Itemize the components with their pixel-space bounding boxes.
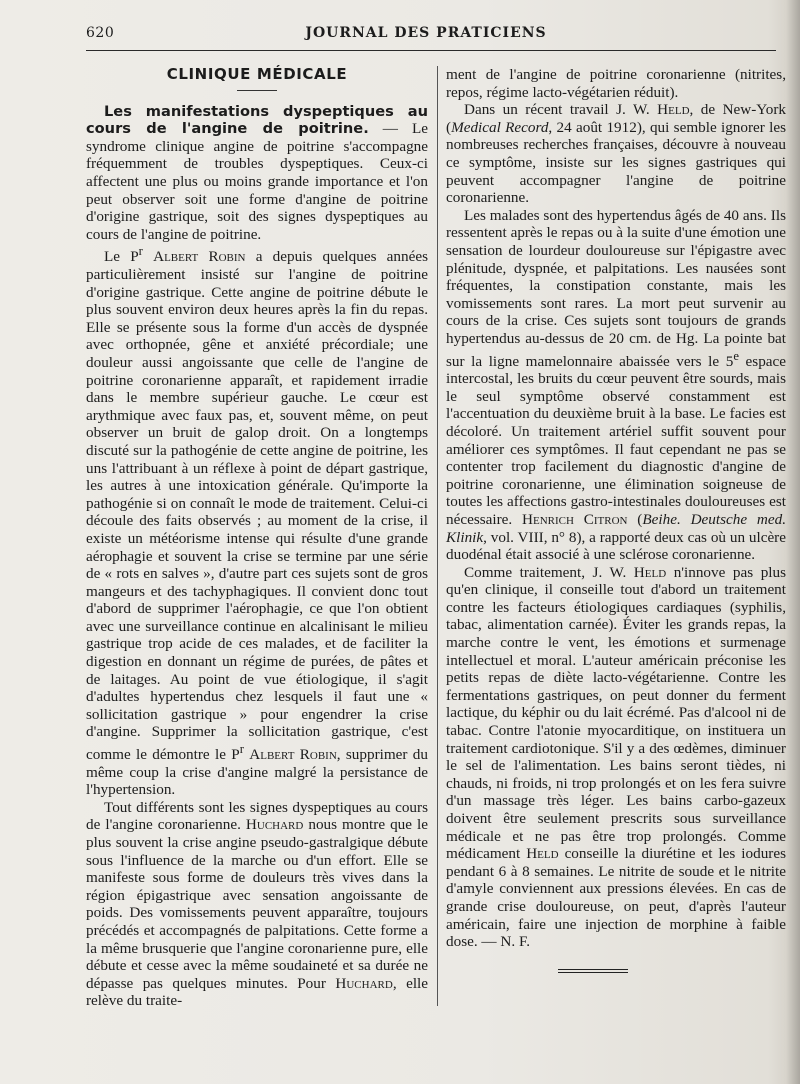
- paragraph-text: , supprimer du même coup la crise d'angine malgré la persistance de l'hypertension.: [86, 746, 428, 799]
- paragraph-text: , de New-York (: [446, 101, 786, 136]
- journal-citation: Medical Record: [451, 118, 549, 136]
- paragraph-text: conseille la diurétine et les iodures pendant 6 à 8 semaines. Le nitrite de soude et le nitrite d'amyle conviennent aux pressions élevées. En cas de grande crise douloureuse, on peut, d'après l'auteur américain, faire une injection de morphine à faible dose. — N. F.: [446, 845, 786, 951]
- paragraph-text: Dans un récent travail J. W.: [464, 101, 658, 119]
- superscript: r: [138, 244, 143, 259]
- superscript: r: [239, 742, 244, 757]
- paragraph-robin: [86, 243, 428, 799]
- paragraph-treatment: [446, 564, 786, 951]
- paragraph-text: Comme traitement, J. W.: [464, 563, 634, 581]
- paragraph-intro: [86, 103, 428, 244]
- page-edge-shadow: [786, 0, 800, 1084]
- paragraph-text: (: [627, 510, 643, 528]
- right-column: [446, 66, 786, 973]
- author-name: Held: [526, 845, 559, 863]
- paragraph-text: , elle relève du traite-: [86, 974, 428, 1010]
- column-divider: [437, 66, 438, 1006]
- paragraph-held: [446, 101, 786, 207]
- paragraph-symptoms: [446, 207, 786, 564]
- article-end-rule: [558, 969, 628, 973]
- paragraph-text: , 24 août 1912), qui semble ignorer les nombreuses recherches françaises, découvre à nouveau ce symptôme, insiste sur les signes gastriques qui peuvent accompagner l'angine de poitrine coronarienne.: [446, 118, 787, 207]
- paragraph-text: , vol. VIII, n° 8), a rapporté deux cas où un ulcère duodénal était associé à une sclérose coronarienne.: [446, 528, 786, 564]
- section-title: CLINIQUE MÉDICALE: [166, 65, 348, 83]
- article-title: Les manifestations dyspeptiques au cours de l'angine de poitrine.: [86, 102, 428, 138]
- header-rule: [86, 50, 776, 51]
- paragraph-text: nous montre que le plus souvent la crise angine pseudo-gastralgique débute sous l'influence de la marche ou d'un effort. Elle se manifeste sous forme de douleurs très vives dans la région épigastrique avec sensation angoissante de poids. Des vomissements peuvent apparaître, toujours précédés et accompagnés de palpitations. Cette forme a la même brusquerie que l'angine coronarienne pure, elle débute et cesse avec la même soudaineté et sa durée ne dépasse pas quelques minutes. Pour: [86, 816, 428, 992]
- paragraph-text: a depuis quelques années particulièrement insisté sur l'angine de poitrine d'origine gastrique. Cette angine de poitrine débute le plus souvent environ deux heures après la fin du repas. Elle se présente sous la forme d'un accès de dyspnée avec orthopnée, gêne et anxiété précordiale; une douleur aussi angoissante que celle de l'angine de poitrine coronarienne apparaît, et rapidement irradie dans le membre supérieur gauche. Le cœur est arythmique avec faux pas, et, souvent même, on peut observer un bruit de galop droit. On a longtemps discuté sur la pathogénie de cette angine de poitrine, les uns l'attribuant à un réflexe à point de départ gastrique, les autres à une intoxication générale. Qu'importe la pathogénie si on connaît le mode de traitement. Celui-ci découle des faits observés ; au moment de la crise, il existe un météorisme intense qui résulte d'une grande aérophagie et souvent la crise se termine par une série de « rots en salves », d'autre part ces sujets sont de gros mangeurs et des tachyphagiques. Il convient donc tout d'abord de supprimer l'aérophagie, ce que l'on obtient avec une surveillance continue en alcalinisant le milieu gastrique trop acide de ces malades, et de faciliter la digestion en donnant un régime de purées, de pâtes et de laitages. Au point de vue étiologique, il s'agit d'adultes hypertendus chez lesquels il faut une « sollicitation gastrique » pour engendrer la crise d'angine. Supprimer la sollicitation gastrique, c'est comme le démontre le P: [86, 248, 429, 764]
- author-name: Huchard: [335, 974, 393, 992]
- journal-title: JOURNAL DES PRATICIENS: [305, 25, 547, 41]
- author-name: Huchard: [245, 816, 304, 834]
- author-name: Albert Robin: [249, 746, 337, 764]
- paragraph-text: Les malades sont des hypertendus âgés de 40 ans. Ils ressentent après le repas ou à la suite d'une émotion une sensation de lourdeur douloureuse sur l'épigastre avec plénitude, dyspnée, et palpitations. Les nausées sont fréquentes, la constipation constante, mais les vomissements sont rares. La mort peut survenir au cours de la crise. Ces sujets sont toujours de grands hypertendus au-dessus de 20 cm. de Hg. La pointe bat sur la ligne mamelonnaire abaissée vers le 5: [446, 206, 786, 370]
- journal-citation: Beihe. Deutsche med. Klinik: [446, 510, 786, 546]
- page-header: [86, 22, 766, 46]
- author-name: Held: [633, 563, 667, 581]
- superscript: e: [733, 348, 739, 363]
- paragraph-text: espace intercostal, les bruits du cœur peuvent être sourds, mais le seul symptôme observé constamment est l'accentuation du deuxième bruit à la base. Le facies est décoloré. Un traitement artériel suffit souvent pour améliorer ces symptômes. Il faut cependant ne pas se contenter trop facilement du diagnostic d'angine de poitrine coronarienne, une élimination soigneuse de toutes les affections gastro-intestinales douloureuses est nécessaire.: [446, 352, 787, 528]
- paragraph-huchard: [86, 799, 428, 1010]
- left-column: [86, 66, 428, 1010]
- paragraph-text: n'innove pas plus qu'en clinique, il conseille tout d'abord un traitement contre les facteurs étiologiques cardiaques (syphilis, tabac, alimentation carnée). Éviter les grands repas, la marche contre le vent, les émotions et surmenage intellectuel et moral. L'auteur américain préconise les petits repas de diète lacto-végétarienne. Contre les fermentations gastriques, on peut donner du ferment lactique, du képhir ou du lait écrémé. Pas d'alcool ni de tabac. Contre l'atonie myocarditique, on instituera un traitement cardiotonique. S'il y a des œdèmes, diminuer le sel de l'alimentation. Les bains seront tièdes, ni chauds, ni froids, ni trop prolongés et on les fera suivre d'un massage très léger. Les bains carbo-gazeux doivent être seulement prescrits sous surveillance médicale et ne pas être trop prolongés. Comme médicament: [446, 563, 787, 863]
- page-number: 620: [86, 25, 115, 41]
- author-name: Henrich Citron: [522, 510, 628, 528]
- paragraph-text: Le P: [104, 248, 139, 266]
- paragraph-text: Tout différents sont les signes dyspeptiques au cours de l'angine coronarienne.: [86, 798, 428, 834]
- section-title-rule: [237, 90, 277, 91]
- paragraph-text: — Le syndrome clinique angine de poitrine s'accompagne fréquemment de troubles dyspeptiques. Ceux-ci affectent une plus ou moins grande importance et l'on peut observer soit une forme d'angine de poitrine d'origine gastrique, soit des signes dyspeptiques au cours de l'angine de poitrine.: [86, 120, 428, 243]
- paragraph-continued: ment de l'angine de poitrine coronarienne (nitrites, repos, régime lacto-végétarien réduit).: [446, 66, 786, 101]
- author-name: Held: [657, 101, 690, 119]
- author-name: Albert Robin: [153, 248, 246, 266]
